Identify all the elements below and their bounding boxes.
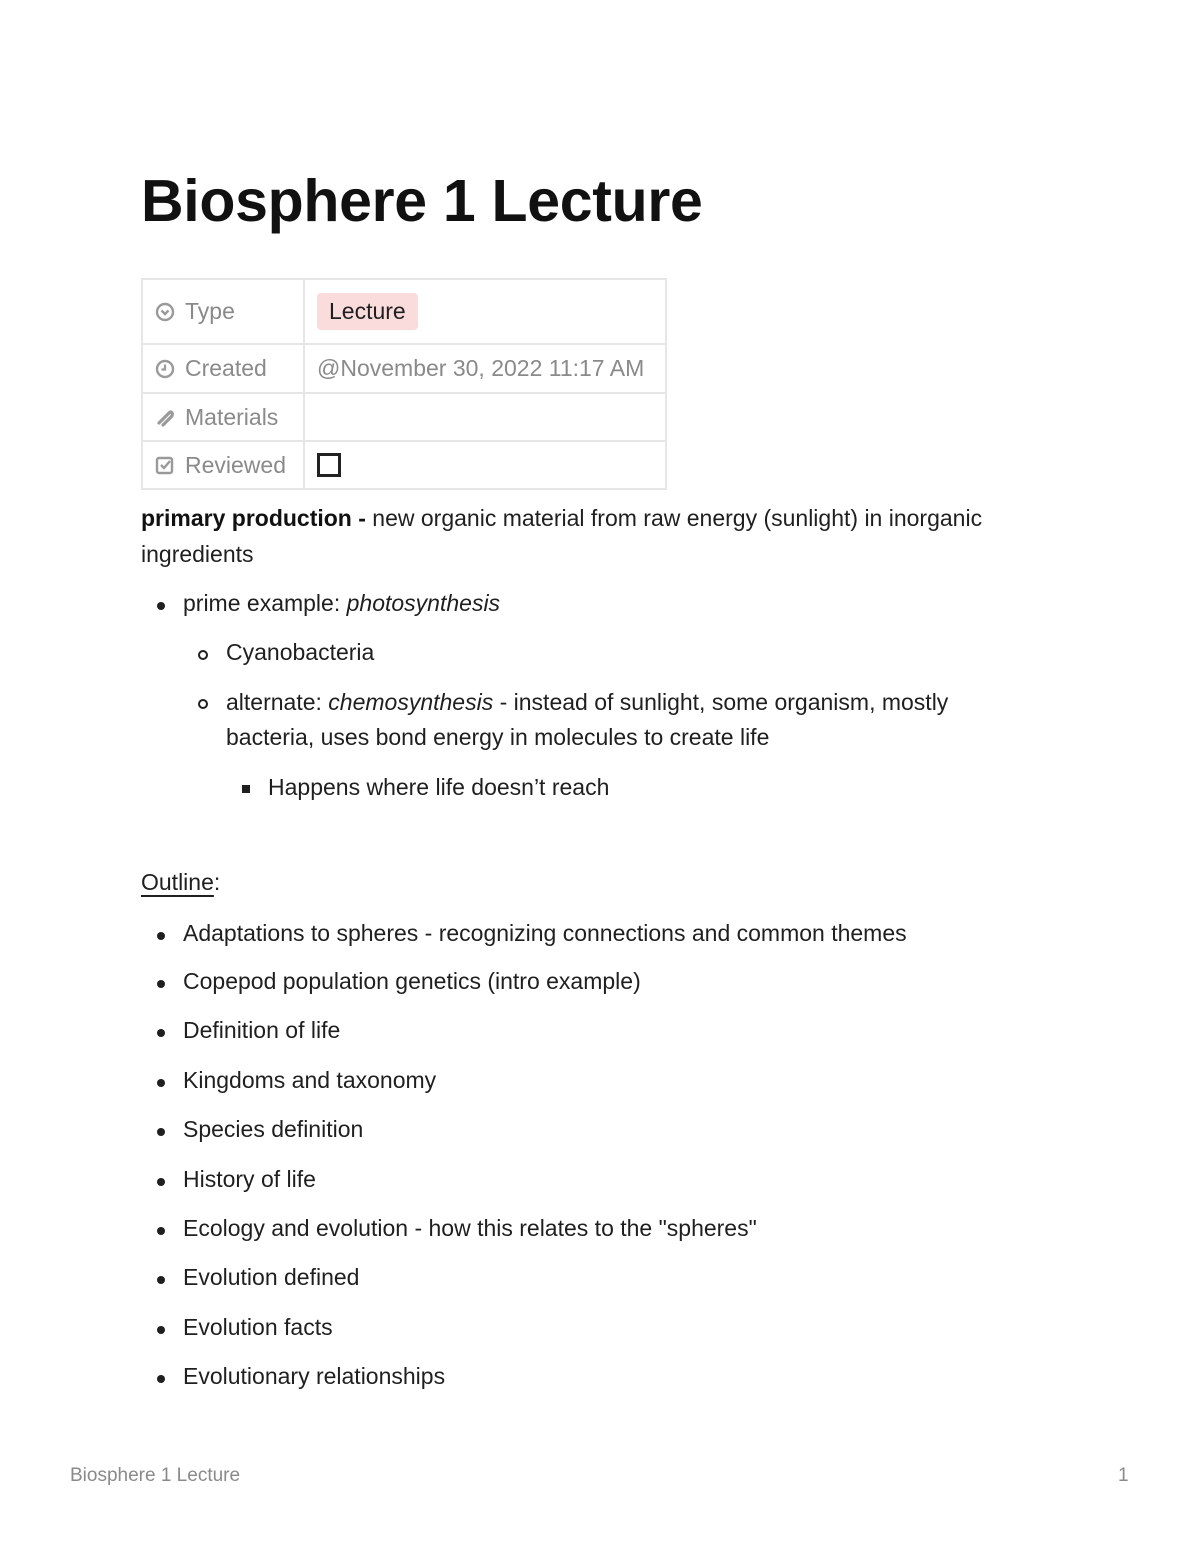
property-value-reviewed — [304, 441, 666, 489]
bullet-disc — [157, 1375, 165, 1383]
outline-item: Ecology and evolution - how this relates to the "spheres" — [183, 1215, 757, 1241]
property-row-reviewed — [142, 441, 666, 489]
outline-item: Adaptations to spheres - recognizing connections and common themes — [183, 920, 907, 946]
footer-page-number: 1 — [1118, 1465, 1129, 1486]
page-title: Biosphere 1 Lecture — [141, 168, 703, 234]
list-item-text: - instead of sunlight, some organism, mostly bacteria, uses bond energy in molecules to create life — [226, 689, 949, 750]
outline-item: Definition of life — [183, 1017, 341, 1043]
definition-term: primary production - — [141, 505, 366, 531]
property-value-created[interactable]: @November 30, 2022 11:17 AM — [304, 344, 666, 393]
outline-item: Species definition — [183, 1116, 364, 1142]
bullet-square — [242, 785, 250, 793]
list-item-text: alternate: — [226, 689, 329, 715]
list-item-happens: Happens where life doesn’t reach — [268, 774, 610, 800]
property-key-type — [142, 279, 304, 344]
type-tag[interactable]: Lecture — [317, 293, 418, 330]
bullet-circle — [198, 650, 208, 660]
status-circle-icon — [155, 302, 177, 322]
property-key-created — [142, 344, 304, 393]
bullet-circle — [198, 699, 208, 709]
property-row-materials — [142, 393, 666, 441]
property-key-label: Reviewed — [185, 451, 286, 478]
paperclip-icon — [155, 407, 177, 427]
list-item-emphasis: chemosynthesis — [328, 689, 494, 715]
bullet-disc — [157, 932, 165, 940]
property-key-label: Created — [185, 355, 267, 381]
outline-label: Outline — [141, 869, 214, 895]
property-key-reviewed — [142, 441, 304, 489]
list-item-prime-example — [183, 586, 500, 621]
bullet-disc — [157, 1227, 165, 1235]
bullet-disc — [157, 1178, 165, 1186]
bullet-disc — [157, 1128, 165, 1136]
checkbox-icon — [155, 455, 177, 475]
outline-item: Evolution defined — [183, 1264, 360, 1290]
outline-item: Evolution facts — [183, 1314, 333, 1340]
outline-colon: : — [213, 869, 221, 895]
property-key-label: Type — [185, 298, 235, 324]
outline-item: Copepod population genetics (intro example) — [183, 968, 641, 994]
outline-heading — [141, 864, 220, 900]
outline-item: Kingdoms and taxonomy — [183, 1067, 437, 1093]
definition-paragraph — [141, 500, 1041, 572]
bullet-disc — [157, 1029, 165, 1037]
list-item-cyanobacteria: Cyanobacteria — [226, 639, 375, 665]
property-value-type[interactable] — [304, 279, 666, 344]
clock-icon — [155, 359, 177, 379]
bullet-disc — [157, 1276, 165, 1284]
list-item-alternate — [226, 685, 996, 755]
property-value-materials[interactable] — [304, 393, 666, 441]
list-item-emphasis: photosynthesis — [346, 590, 501, 616]
bullet-disc — [157, 1079, 165, 1087]
bullet-disc — [157, 980, 165, 988]
reviewed-checkbox[interactable] — [317, 453, 341, 477]
bullet-disc — [157, 602, 165, 610]
bullet-disc — [157, 1326, 165, 1334]
property-row-created — [142, 344, 666, 393]
definition-text: new organic material from raw energy (sunlight) in inorganic ingredients — [141, 505, 983, 567]
property-row-type — [142, 279, 666, 344]
property-key-materials — [142, 393, 304, 441]
footer-title: Biosphere 1 Lecture — [70, 1465, 241, 1486]
property-key-label: Materials — [185, 403, 279, 430]
outline-item: History of life — [183, 1166, 316, 1192]
list-item-text: prime example: — [183, 590, 347, 616]
outline-item: Evolutionary relationships — [183, 1363, 446, 1389]
properties-table — [141, 278, 667, 490]
